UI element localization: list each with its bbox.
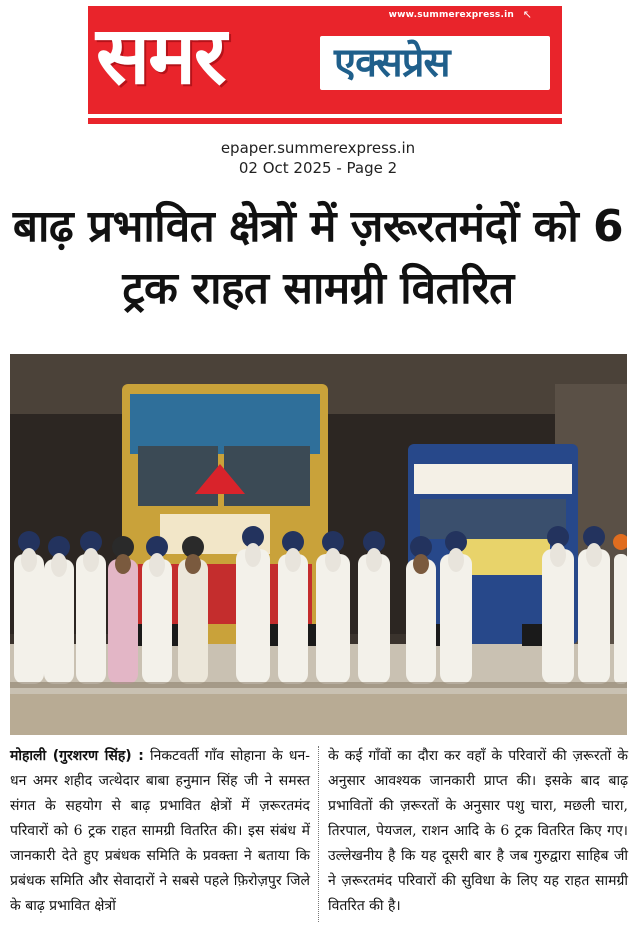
article-column-left — [10, 744, 310, 924]
logo-main-text: समर — [96, 9, 225, 102]
edition-date-page: 02 Oct 2025 - Page 2 — [238, 159, 398, 177]
masthead-rule — [88, 114, 562, 118]
article-column-right — [328, 744, 628, 924]
cursor-arrow-icon: ↖ — [522, 8, 532, 21]
logo-sub-text: एक्सप्रेस — [334, 40, 450, 86]
article-dateline: मोहाली (गुरशरण सिंह) : — [10, 748, 144, 764]
masthead-url: www.summerexpress.in — [388, 10, 514, 20]
edition-info — [0, 138, 636, 178]
column-divider — [318, 746, 319, 922]
masthead-logo — [88, 6, 562, 124]
article-paragraph-left — [10, 744, 310, 919]
edition-site[interactable]: epaper.summerexpress.in — [220, 139, 416, 157]
page-title: बाढ़ प्रभावित क्षेत्रों में ज़रूरतमंदों को 6 ट्रक राहत सामग्री वितरित — [12, 201, 624, 314]
article-paragraph-right: के कई गाँवों का दौरा कर वहाँ के परिवारों की ज़रूरतों के अनुसार आवश्यक जानकारी प्राप्त की। इसके बाद बाढ़ प्रभावितों की ज़रूरतों के अनुसार पशु चारा, मछली चारा, तिरपाल, पेयजल, राशन आदि के 6 ट्रक वितरित किए गए। उल्लेखनीय है कि यह दूसरी बार है जब गुरुद्वारा साहिब जी ने ज़रूरतमंद परिवारों की सुविधा के लिए यह राहत सामग्री वितरित की है। — [328, 748, 628, 914]
article-text-left: निकटवर्ती गाँव सोहाना के धन-धन अमर शहीद जत्थेदार बाबा हनुमान सिंह जी ने समस्त संगत के सहयोग से बाढ़ प्रभावित क्षेत्रों में ज़रूरतमंद परिवारों को 6 ट्रक राहत सामग्री वितरित की। इस संबंध में जानकारी देते हुए प्रबंधक समिति के प्रवक्ता ने बताया कि प्रबंधक समिति और सेवादारों ने सबसे पहले फ़िरोज़पुर जिले के बाढ़ प्रभावित क्षेत्रों — [10, 748, 310, 914]
news-photo — [10, 354, 627, 735]
